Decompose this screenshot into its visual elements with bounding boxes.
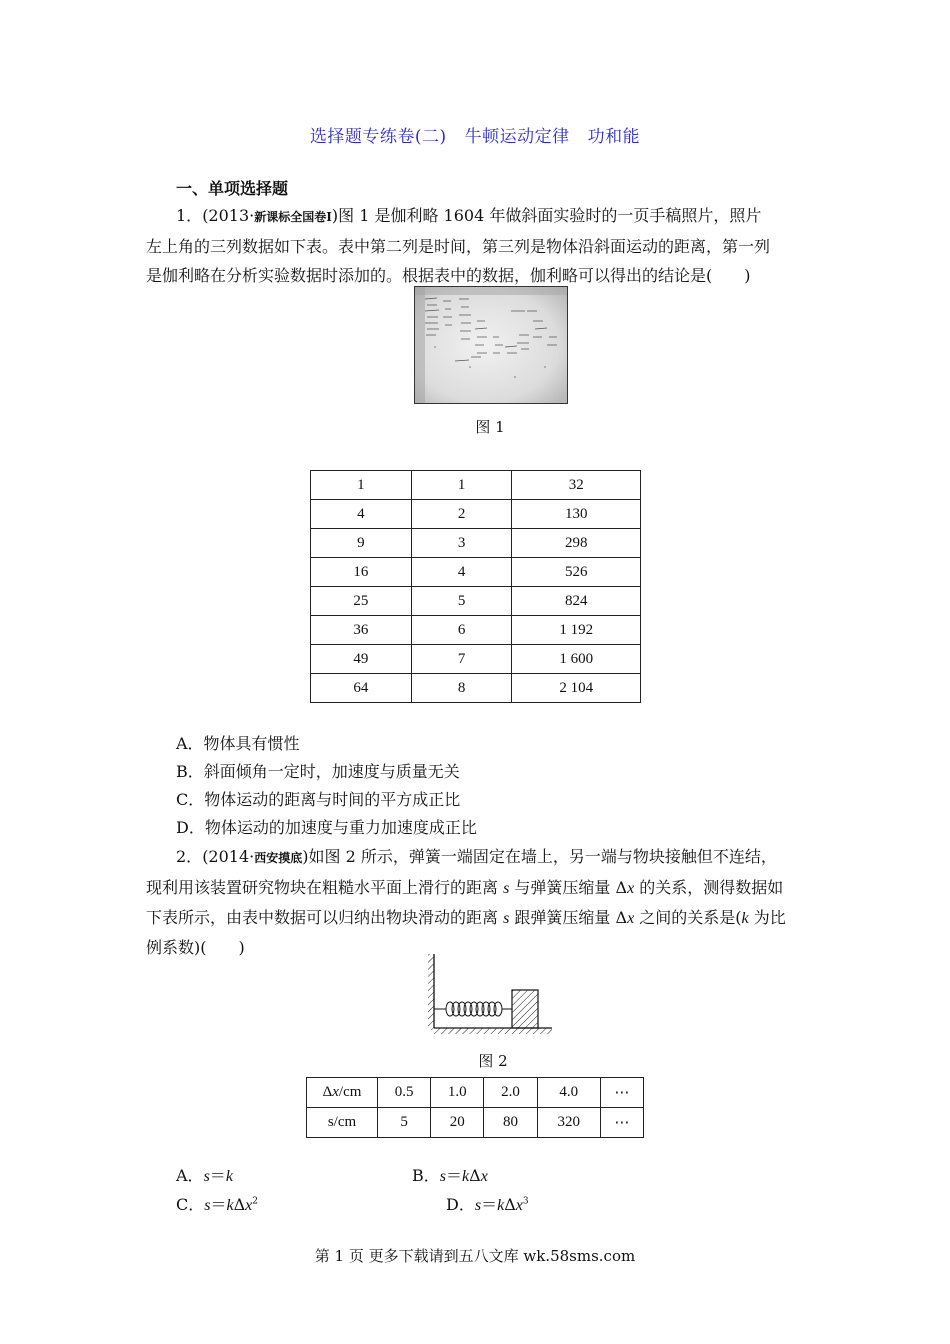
table-row bbox=[311, 674, 641, 703]
table-cell: 1 192 bbox=[512, 616, 641, 645]
table-cell: 3 bbox=[411, 529, 512, 558]
q2-option-d[interactable]: D．s＝kΔx$^3$ bbox=[446, 1195, 529, 1214]
figure-2-caption: 图 2 bbox=[478, 1052, 508, 1070]
table-row bbox=[311, 587, 641, 616]
spring-data-table bbox=[306, 1077, 644, 1138]
table-cell: 298 bbox=[512, 529, 641, 558]
question-2-text bbox=[146, 842, 810, 962]
table-row bbox=[307, 1108, 644, 1138]
table-cell: 1 bbox=[311, 471, 412, 500]
page-title bbox=[0, 122, 950, 147]
table-cell: ⋯ bbox=[600, 1108, 643, 1138]
table-cell: 36 bbox=[311, 616, 412, 645]
table-row bbox=[311, 500, 641, 529]
table-cell: 4.0 bbox=[537, 1078, 600, 1108]
table-row bbox=[311, 529, 641, 558]
table-cell: 64 bbox=[311, 674, 412, 703]
table-cell: 1.0 bbox=[431, 1078, 484, 1108]
q1-source: 新课标全国卷Ⅰ bbox=[254, 210, 332, 224]
table-cell: 824 bbox=[512, 587, 641, 616]
q1-line-3: 是伽利略在分析实验数据时添加的。根据表中的数据，伽利略可以得出的结论是( ) bbox=[146, 266, 751, 285]
q1-line-1: 1．(2013·新课标全国卷Ⅰ)图 1 是伽利略 1604 年做斜面实验时的一页手稿照片，照片 bbox=[176, 206, 762, 225]
question-1-text bbox=[146, 201, 810, 290]
title-part1: 牛顿运动定律 bbox=[464, 127, 570, 147]
q2-line-1: 2．(2014·西安摸底)如图 2 所示，弹簧一端固定在墙上，另一端与物块接触但不连结， bbox=[176, 847, 777, 866]
table-cell: 49 bbox=[311, 645, 412, 674]
row-header-dx: Δx/cm bbox=[307, 1078, 378, 1108]
table-cell: 130 bbox=[512, 500, 641, 529]
q2-option-c[interactable]: C．s＝kΔx$^2$ bbox=[176, 1195, 259, 1214]
q2-line-4: 例系数)( ) bbox=[146, 938, 245, 957]
page-footer[interactable]: 第 1 页 更多下载请到五八文库 wk.58sms.com bbox=[314, 1247, 636, 1265]
q2-line-3: 下表所示，由表中数据可以归纳出物块滑动的距离 s 跟弹簧压缩量 Δx 之间的关系是(k 为比 bbox=[146, 908, 786, 927]
q2-line-2: 现利用该装置研究物块在粗糙水平面上滑行的距离 s 与弹簧压缩量 Δx 的关系，测得数据如 bbox=[146, 878, 784, 897]
table-cell: 20 bbox=[431, 1108, 484, 1138]
q1-option-a[interactable]: A．物体具有惯性 bbox=[176, 734, 300, 753]
table-cell: 2 104 bbox=[512, 674, 641, 703]
table-cell: 2 bbox=[411, 500, 512, 529]
galileo-data-table bbox=[310, 470, 641, 703]
q1-option-b[interactable]: B．斜面倾角一定时，加速度与质量无关 bbox=[176, 762, 460, 781]
q1-option-d[interactable]: D．物体运动的加速度与重力加速度成正比 bbox=[176, 818, 477, 837]
table-cell: 80 bbox=[484, 1108, 537, 1138]
figure-1-caption: 图 1 bbox=[475, 418, 505, 436]
table-cell: 320 bbox=[537, 1108, 600, 1138]
table-cell: 32 bbox=[512, 471, 641, 500]
title-main: 选择题专练卷(二) bbox=[309, 127, 447, 147]
table-row bbox=[311, 471, 641, 500]
row-header-s: s/cm bbox=[307, 1108, 378, 1138]
table-cell: 6 bbox=[411, 616, 512, 645]
table-cell: 16 bbox=[311, 558, 412, 587]
table-row bbox=[311, 616, 641, 645]
table-cell: 1 600 bbox=[512, 645, 641, 674]
table-cell: 7 bbox=[411, 645, 512, 674]
table-cell: 4 bbox=[311, 500, 412, 529]
table-cell: 526 bbox=[512, 558, 641, 587]
table-cell: 9 bbox=[311, 529, 412, 558]
q2-option-b[interactable]: B．s＝kΔx bbox=[412, 1166, 488, 1185]
table-cell: 25 bbox=[311, 587, 412, 616]
table-cell: 1 bbox=[411, 471, 512, 500]
q2-source: 西安摸底 bbox=[254, 851, 303, 865]
table-row bbox=[307, 1078, 644, 1108]
galileo-manuscript-photo bbox=[414, 286, 568, 404]
table-row bbox=[311, 558, 641, 587]
spring-block-diagram bbox=[424, 952, 558, 1038]
table-cell: 4 bbox=[411, 558, 512, 587]
table-cell: 5 bbox=[378, 1108, 431, 1138]
table-cell: 8 bbox=[411, 674, 512, 703]
title-part2: 功和能 bbox=[587, 127, 641, 147]
table-row bbox=[311, 645, 641, 674]
table-cell: ⋯ bbox=[600, 1078, 643, 1108]
table-cell: 0.5 bbox=[378, 1078, 431, 1108]
table-cell: 5 bbox=[411, 587, 512, 616]
section-heading: 一、单项选择题 bbox=[176, 179, 289, 198]
table-cell: 2.0 bbox=[484, 1078, 537, 1108]
q1-line-2: 左上角的三列数据如下表。表中第二列是时间，第三列是物体沿斜面运动的距离，第一列 bbox=[146, 237, 771, 256]
q1-option-c[interactable]: C．物体运动的距离与时间的平方成正比 bbox=[176, 790, 461, 809]
q2-option-a[interactable]: A．s＝k bbox=[176, 1166, 233, 1185]
